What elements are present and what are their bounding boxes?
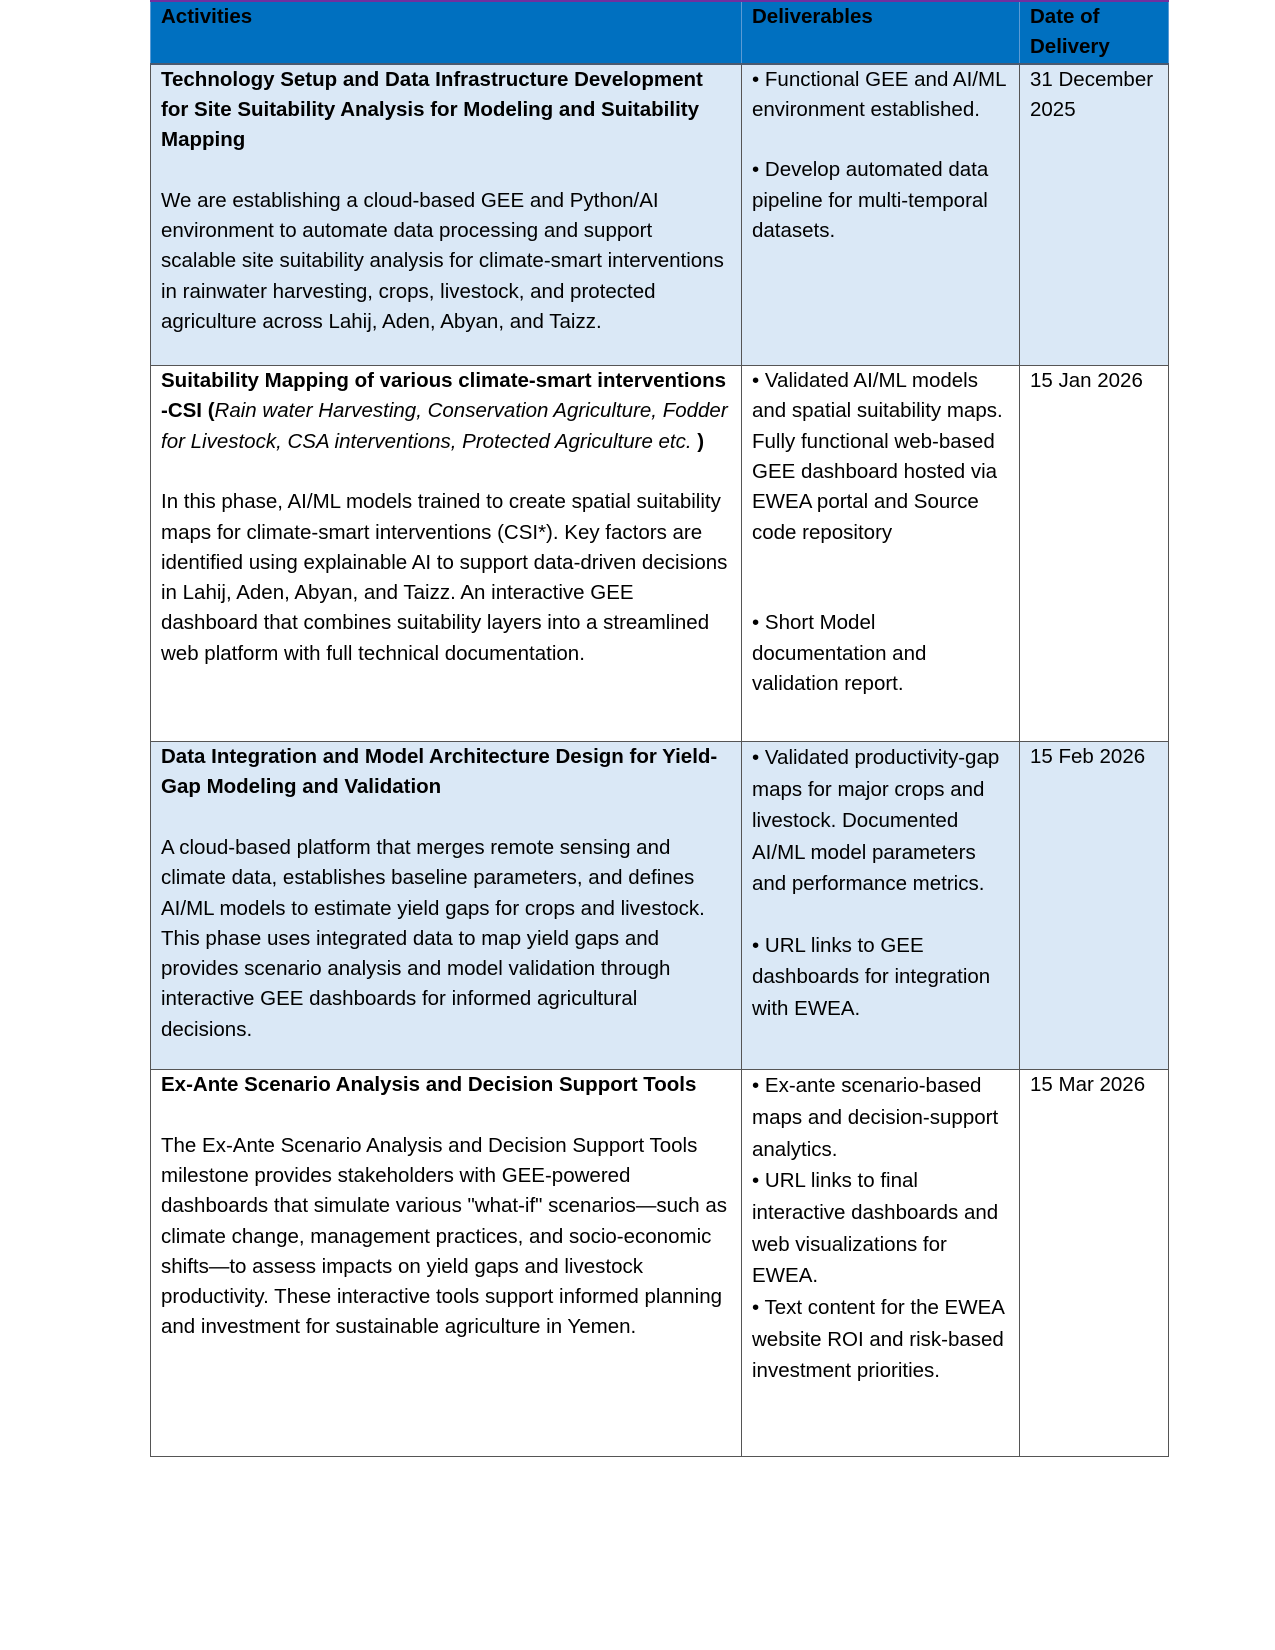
deliverable-item: • Text content for the EWEA website ROI and risk-based investment priorities. bbox=[752, 1296, 1004, 1383]
bullet-icon: • bbox=[752, 1296, 760, 1320]
bullet-icon: • bbox=[752, 746, 760, 770]
document-page bbox=[150, 0, 1168, 1457]
bullet-icon: • bbox=[752, 933, 760, 957]
deliverables-table bbox=[150, 0, 1169, 1457]
header-date-of-delivery: Date of Delivery bbox=[1020, 1, 1169, 64]
header-deliverables: Deliverables bbox=[742, 1, 1020, 64]
deliverables-cell bbox=[742, 1070, 1020, 1457]
activity-title: Data Integration and Model Architecture Design for Yield-Gap Modeling and Validation bbox=[161, 745, 718, 799]
activity-description: A cloud-based platform that merges remote sensing and climate data, establishes baseline parameters, and defines AI/ML models to estimate yield gaps for crops and livestock. This phase uses integrated data to map yield gaps and provides scenario analysis and model validation through interactive GEE dashboards for informed agricultural decisions. bbox=[161, 835, 705, 1041]
table-row bbox=[151, 1070, 1169, 1457]
deliverable-item: • URL links to GEE dashboards for integration with EWEA. bbox=[752, 933, 991, 1020]
table-row bbox=[151, 64, 1169, 366]
table-row bbox=[151, 366, 1169, 742]
deliverable-item: • Functional GEE and AI/ML environment established. bbox=[752, 67, 1006, 121]
deliverable-item: • Validated AI/ML models and spatial suitability maps. Fully functional web-based GEE dashboard hosted via EWEA portal and Source code repository bbox=[752, 369, 1003, 544]
deliverables-cell bbox=[742, 64, 1020, 366]
activity-description: The Ex-Ante Scenario Analysis and Decision Support Tools milestone provides stakeholders with GEE-powered dashboards that simulate various "what-if" scenarios—such as climate change, management practices, and socio-economic shifts—to assess impacts on yield gaps and livestock productivity. These interactive tools support informed planning and investment for sustainable agriculture in Yemen. bbox=[161, 1133, 728, 1339]
activity-cell bbox=[151, 366, 742, 742]
bullet-icon: • bbox=[752, 1074, 760, 1098]
deliverable-item: • Short Model documentation and validation report. bbox=[752, 611, 927, 696]
deliverable-item: • Validated productivity-gap maps for major crops and livestock. Documented AI/ML model parameters and performance metrics. bbox=[752, 746, 1000, 896]
date-cell: 15 Feb 2026 bbox=[1020, 742, 1169, 1070]
bullet-icon: • bbox=[752, 611, 760, 635]
activity-title: Suitability Mapping of various climate-smart interventions -CSI (Rain water Harvesting, Conservation Agriculture, Fodder for Livestock, CSA interventions, Protected Agriculture etc. ) bbox=[161, 369, 728, 453]
activity-cell bbox=[151, 1070, 742, 1457]
activity-cell bbox=[151, 742, 742, 1070]
activity-description: In this phase, AI/ML models trained to create spatial suitability maps for climate-smart interventions (CSI*). Key factors are identified using explainable AI to support data-driven decisions in Lahij, Aden, Abyan, and Taizz. An interactive GEE dashboard that combines suitability layers into a streamlined web platform with full technical documentation. bbox=[161, 490, 728, 665]
date-cell: 15 Jan 2026 bbox=[1020, 366, 1169, 742]
table-header-row bbox=[151, 1, 1169, 64]
table-row bbox=[151, 742, 1169, 1070]
date-cell: 31 December 2025 bbox=[1020, 64, 1169, 366]
activity-title: Technology Setup and Data Infrastructure Development for Site Suitability Analysis for Modeling and Suitability Mapping bbox=[161, 67, 703, 152]
bullet-icon: • bbox=[752, 67, 760, 91]
date-cell: 15 Mar 2026 bbox=[1020, 1070, 1169, 1457]
deliverables-cell bbox=[742, 366, 1020, 742]
bullet-icon: • bbox=[752, 1169, 760, 1193]
activity-cell bbox=[151, 64, 742, 366]
bullet-icon: • bbox=[752, 158, 760, 182]
deliverable-item: • Develop automated data pipeline for multi-temporal datasets. bbox=[752, 158, 989, 243]
bullet-icon: • bbox=[752, 369, 760, 393]
header-activities: Activities bbox=[151, 1, 742, 64]
deliverable-item: • URL links to final interactive dashboards and web visualizations for EWEA. bbox=[752, 1169, 999, 1288]
deliverable-item: • Ex-ante scenario-based maps and decision-support analytics. bbox=[752, 1074, 999, 1161]
activity-title: Ex-Ante Scenario Analysis and Decision Support Tools bbox=[161, 1073, 697, 1097]
deliverables-cell bbox=[742, 742, 1020, 1070]
activity-description: We are establishing a cloud-based GEE and Python/AI environment to automate data processing and support scalable site suitability analysis for climate-smart interventions in rainwater harvesting, crops, livestock, and protected agriculture across Lahij, Aden, Abyan, and Taizz. bbox=[161, 188, 724, 333]
